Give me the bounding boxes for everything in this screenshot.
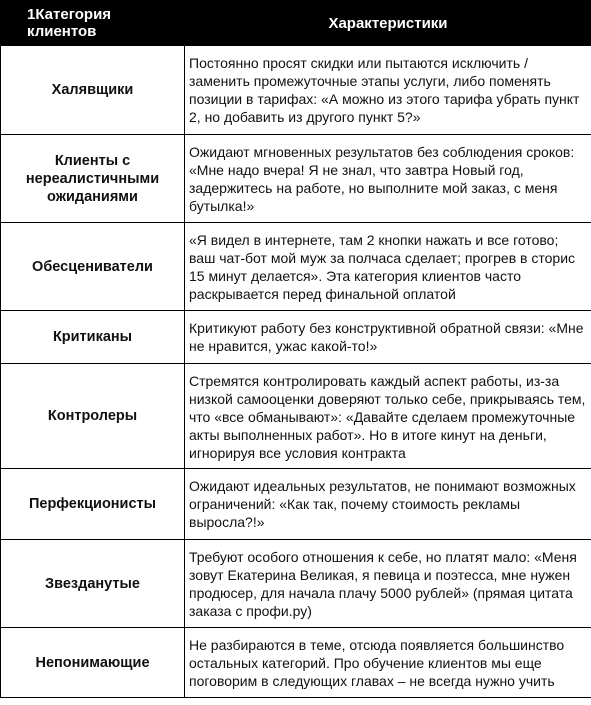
header-row — [1, 1, 591, 46]
category-cell: Критиканы — [1, 311, 185, 364]
description-cell — [185, 628, 591, 698]
description-cell — [185, 135, 591, 223]
description-cell — [185, 540, 591, 628]
table-row — [1, 46, 591, 135]
table-row — [1, 311, 591, 364]
category-cell: Обесцениватели — [1, 223, 185, 311]
table-row — [1, 540, 591, 628]
description-cell — [185, 311, 591, 364]
table-row — [1, 135, 591, 223]
category-cell: Звезданутые — [1, 540, 185, 628]
header-characteristics: Характеристики — [185, 1, 591, 46]
description-text: Требуют особого отношения к себе, но платят мало: «Меня зовут Екатерина Великая, я певица и поэтесса, мне нужен продюсер, для начала плачу 5000 рублей» (прямая цитата заказа с профи.ру) — [189, 549, 577, 619]
description-cell — [185, 364, 591, 469]
description-cell — [185, 223, 591, 311]
description-text: Стремятся контролировать каждый аспект работы, из-за низкой самооценки доверяют только себе, прикрываясь тем, что «все обманывают»: «Давайте сделаем промежуточные акты выполненных работ». Но в итоге кинут на деньги, игнорируя все условия контракта — [189, 373, 586, 461]
description-text: Постоянно просят скидки или пытаются исключить / заменить промежуточные этапы услуги, либо поменять позиции в тарифах: «А можно из этого тарифа убрать пункт 2, но добавить из другого пункт 5?» — [189, 55, 580, 125]
category-cell: Контролеры — [1, 364, 185, 469]
category-cell: Халявщики — [1, 46, 185, 135]
description-cell — [185, 469, 591, 540]
description-cell — [185, 46, 591, 135]
description-text: «Я видел в интернете, там 2 кнопки нажать и все готово; ваш чат-бот мой муж за полчаса сделает; прогрев в сторис 15 минут делается». Эта категория клиентов часто раскрывается перед финальной оплатой — [189, 232, 576, 302]
table-body — [1, 46, 591, 698]
description-text: Ожидают идеальных результатов, не понимают возможных ограничений: «Как так, почему стоимость рекламы выросла?!» — [189, 478, 576, 530]
table-row — [1, 364, 591, 469]
header-category: 1Категория клиентов — [1, 1, 185, 46]
category-cell: Перфекционисты — [1, 469, 185, 540]
table-header — [1, 1, 591, 46]
table-row — [1, 223, 591, 311]
table-row — [1, 469, 591, 540]
description-text: Ожидают мгновенных результатов без соблюдения сроков: «Мне надо вчера! Я не знал, что завтра Новый год, задержитесь на работе, но выполните мой заказ, с меня бутылка!» — [189, 144, 575, 214]
table-row — [1, 628, 591, 698]
description-text: Критикуют работу без конструктивной обратной связи: «Мне не нравится, ужас какой-то!» — [189, 320, 584, 354]
description-text: Не разбираются в теме, отсюда появляется большинство остальных категорий. Про обучение клиентов мы еще поговорим в следующих главах – не всегда нужно учить — [189, 637, 565, 689]
category-cell: Клиенты с нереалистичными ожиданиями — [1, 135, 185, 223]
category-cell: Непонимающие — [1, 628, 185, 698]
